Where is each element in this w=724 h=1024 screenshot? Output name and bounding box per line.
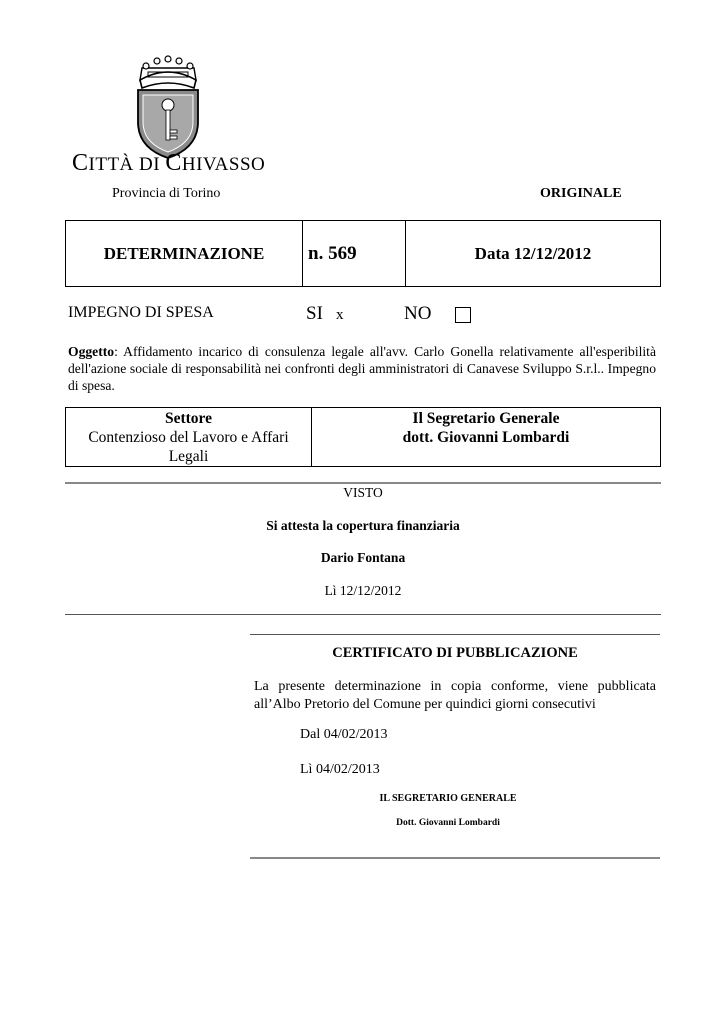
determinazione-label: DETERMINAZIONE bbox=[66, 221, 303, 286]
no-label: NO bbox=[404, 303, 432, 324]
certificato-li: Lì 04/02/2013 bbox=[300, 762, 380, 777]
impegno-label: IMPEGNO DI SPESA bbox=[68, 304, 214, 321]
certificato-title: CERTIFICATO DI PUBBLICAZIONE bbox=[332, 645, 578, 661]
si-label: SI bbox=[306, 303, 323, 324]
cert-divider-bottom bbox=[250, 857, 660, 859]
oggetto-label: Oggetto bbox=[68, 344, 115, 359]
determinazione-date: Data 12/12/2012 bbox=[474, 243, 592, 263]
segretario-title: Il Segretario Generale bbox=[412, 410, 560, 427]
visto-date: Lì 12/12/2012 bbox=[324, 583, 402, 598]
certificato-segretario-name: Dott. Giovanni Lombardi bbox=[396, 818, 500, 828]
firmatario-name: Dario Fontana bbox=[320, 550, 406, 565]
si-mark: x bbox=[336, 307, 344, 323]
divider-top bbox=[65, 482, 661, 484]
city-name: CITTÀ DI CHIVASSO bbox=[72, 150, 266, 176]
segretario-cell bbox=[312, 408, 660, 467]
settore-cell bbox=[66, 408, 312, 466]
oggetto-paragraph bbox=[68, 343, 656, 394]
oggetto-text: : Affidamento incarico di consulenza legale all'avv. Carlo Gonella relativamente all'esperibilità dell'azione sociale di responsabilità nei confronti degli amministratori di Canavese Sviluppo S.r.l.. Impegno di spesa. bbox=[68, 344, 656, 393]
settore-table bbox=[65, 407, 661, 467]
determinazione-number: n. 569 bbox=[303, 221, 406, 286]
originale-label: ORIGINALE bbox=[540, 186, 622, 201]
settore-name: Contenzioso del Lavoro e Affari Legali bbox=[88, 429, 289, 465]
cert-divider-top bbox=[250, 634, 660, 635]
divider-middle bbox=[65, 614, 661, 615]
visto-label: VISTO bbox=[343, 485, 383, 500]
city-crest-icon bbox=[128, 50, 208, 160]
settore-label: Settore bbox=[164, 410, 213, 427]
provincia-label: Provincia di Torino bbox=[112, 186, 221, 201]
segretario-name: dott. Giovanni Lombardi bbox=[402, 429, 570, 446]
no-checkbox bbox=[455, 307, 471, 323]
certificato-body: La presente determinazione in copia conforme, viene pubblicata all’Albo Pretorio del Comune per quindici giorni consecutivi bbox=[254, 679, 656, 712]
determinazione-table bbox=[65, 220, 661, 287]
attestazione-text: Si attesta la copertura finanziaria bbox=[266, 518, 460, 533]
certificato-dal: Dal 04/02/2013 bbox=[300, 727, 388, 742]
certificato-segretario-title: IL SEGRETARIO GENERALE bbox=[379, 793, 517, 804]
